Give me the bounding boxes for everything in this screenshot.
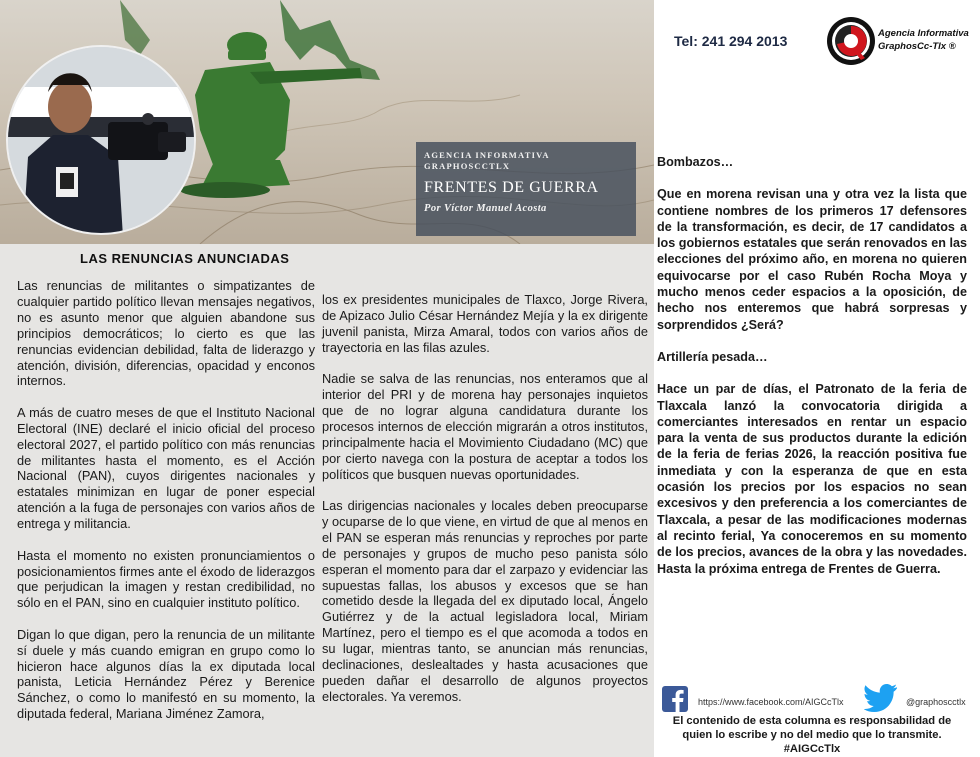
agency-label: AGENCIA INFORMATIVA GRAPHOSCCTLX bbox=[424, 150, 550, 171]
column-banner bbox=[416, 142, 636, 236]
paragraph: Digan lo que digan, pero la renuncia de un militante sí duele y más cuando emigran en grupo como lo hicieron hace algunos días la ex diputada local panista, Leticia Hernández Pérez y Berenice Sánchez, o como lo manifestó en su momento, la diputada federal, Mariana Jiménez Zamora, bbox=[17, 626, 315, 722]
paragraph: Hace un par de días, el Patronato de la feria de Tlaxcala lanzó la convocatoria dirigida a comerciantes interesados en rentar un espacio para la venta de sus productos durante la edición de la feria de ferias 2026, la reacción positiva fue inmediata y con la esperanza de que en esta ocasión los precios por los espacios no sean excesivos y den preferencia a los comerciantes de Tlaxcala, a pesar de las modificaciones modernas al recinto ferial, Ya conoceremos en su momento de los precios, avances de la obra y las novedades. Hasta la próxima entrega de Frentes de Guerra. bbox=[657, 382, 967, 576]
paragraph: Que en morena revisan una y otra vez la lista que contiene nombres de los primeros 17 defensores de la transformación, es decir, de 17 candidatos a los gobiernos estatales que serán renovados en las elecciones del próximo año, en morena no quieren equivocarse por el caso Rubén Rocha Moya y mucho menos ceder espacios a la oposición, de hecho nos enteremos que habrá sorpresas y sorprendidos ¿Será? bbox=[657, 187, 967, 332]
section-heading-artilleria: Artillería pesada… bbox=[657, 349, 768, 364]
author-byline: Por Víctor Manuel Acosta bbox=[424, 203, 547, 214]
paragraph: Las renuncias de militantes o simpatizantes de cualquier partido político llevan mensajes negativos, no es asunto menor que alguien abandone sus principios democráticos; lo cierto es que las renuncias evidencian debilidad, falta de liderazgo y atención, división, diferencias, opacidad y enconos internos. bbox=[17, 278, 315, 389]
column-title: FRENTES DE GUERRA bbox=[424, 179, 599, 196]
phone-number: Tel: 241 294 2013 bbox=[674, 33, 788, 49]
article-title: LAS RENUNCIAS ANUNCIADAS bbox=[80, 251, 290, 266]
article-column-2 bbox=[322, 292, 648, 720]
disclaimer-text: El contenido de esta columna es responsabilidad de quien lo escribe y no del medio que lo transmite. #AIGCcTlx bbox=[672, 715, 952, 755]
paragraph: A más de cuatro meses de que el Instituto Nacional Electoral (INE) declaré el inicio oficial del proceso electoral 2027, el partido político con más renuncias de militantes hasta el momento, es el Acción Nacional (PAN), cuyos dirigentes nacionales y estatales minimizan en lugar de poner especial atención a la fuga de personajes con varios años de entrega y militancia. bbox=[17, 404, 315, 532]
social-links bbox=[662, 686, 980, 716]
article-column-1 bbox=[17, 278, 315, 738]
paragraph: Nadie se salva de las renuncias, nos enteramos que al interior del PRI y de morena hay personajes inquietos que de no lograr alguna candidatura durante los procesos internos de elección migrarán a otros institutos, principalmente hacia el Movimiento Ciudadano (MC) que por cierto navega con la postura de aceptar a todos los políticos que busquen nuevas oportunidades. bbox=[322, 371, 648, 482]
author-photo bbox=[6, 45, 196, 235]
paragraph: los ex presidentes municipales de Tlaxco, Jorge Rivera, de Apizaco Julio César Hernández Mejía y la ex dirigente juvenil panista, Mirza Amaral, todos con varios años de trayectoria en las filas azules. bbox=[322, 292, 648, 355]
hero-image bbox=[0, 0, 654, 244]
facebook-link[interactable]: https://www.facebook.com/AIGCcTlx bbox=[698, 697, 844, 707]
logo-line-2: GraphosCc-Tlx ® bbox=[878, 41, 956, 52]
sidebar-column bbox=[657, 154, 967, 593]
section-heading-bombazos: Bombazos… bbox=[657, 155, 734, 169]
twitter-icon[interactable] bbox=[864, 684, 898, 712]
facebook-icon[interactable] bbox=[662, 686, 688, 712]
twitter-handle[interactable]: @graphoscctlx bbox=[906, 697, 966, 707]
logo-line-1: Agencia Informativa bbox=[878, 28, 969, 39]
paragraph: Las dirigencias nacionales y locales deben preocuparse y ocuparse de lo que viene, en virtud de que al menos en el PAN se esperan más renuncias y reproches por parte de personajes y grupos de mucho peso panista sólo esperan el momento para dar el zarpazo y evidenciar las supuestas fallas, los abusos y excesos que se han cometido desde la llegada del ex diputado local, Ángelo Gutiérrez y de la actual legisladora local, Miriam Martínez, pero el tiempo es el que acomoda a todos en su lugar, mientras tanto, se anuncian más renuncias, declinaciones, deslealtades y hasta acusaciones que pueden dañar el desarrollo de algunos proyectos electorales. Ya veremos. bbox=[322, 497, 648, 704]
agency-logo-icon bbox=[825, 14, 877, 68]
sidebar-panel bbox=[654, 0, 980, 757]
paragraph: Hasta el momento no existen pronunciamientos o posicionamientos firmes ante el éxodo de liderazgos que perjudican la imagen y restan credibilidad, no sólo en el PAN, sino en cualquier instituto político. bbox=[17, 547, 315, 611]
agency-logo bbox=[825, 14, 975, 68]
